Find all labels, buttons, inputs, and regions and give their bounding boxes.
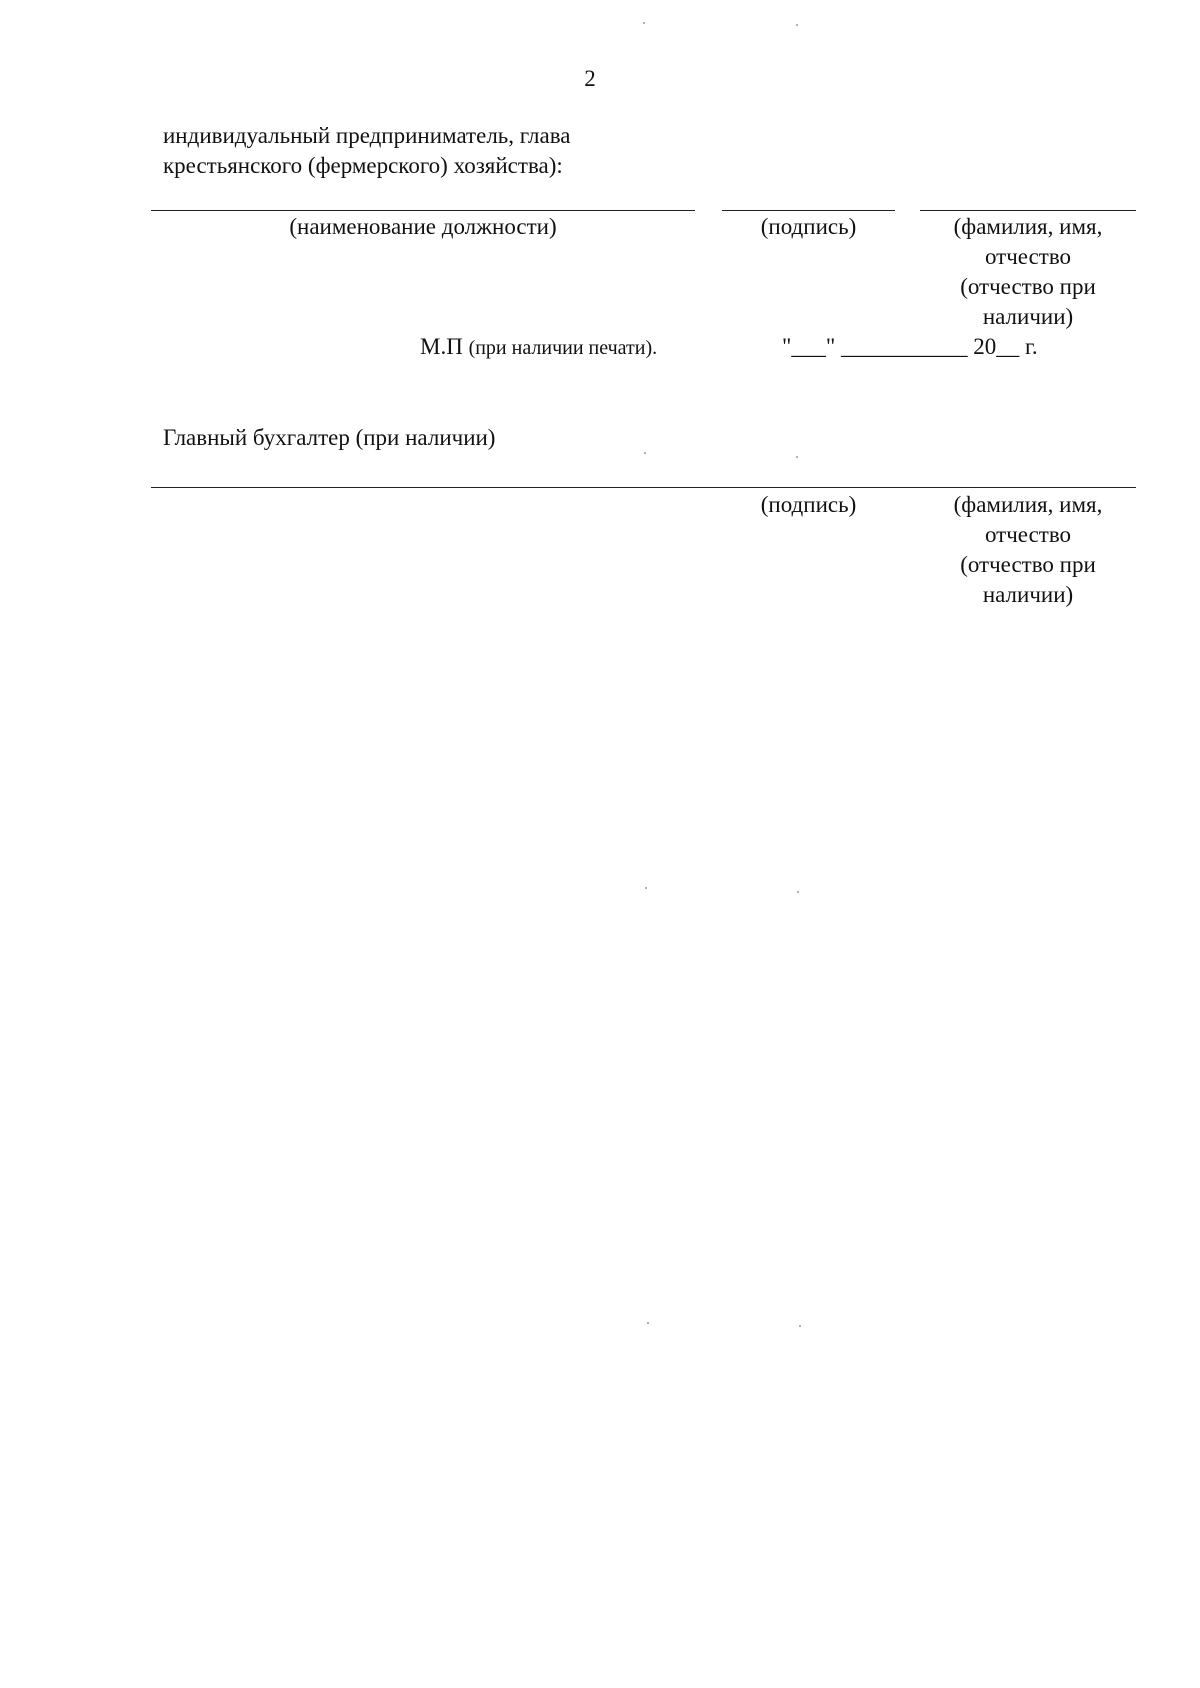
position-line (151, 210, 695, 211)
position-caption: (наименование должности) (289, 214, 557, 239)
accountant-signature-caption: (подпись) (760, 492, 857, 517)
intro-line-2: крестьянского (фермерского) хозяйства): (163, 153, 563, 178)
name-caption-line-4: наличии) (982, 304, 1074, 329)
accountant-title: Главный бухгалтер (при наличии) (163, 425, 496, 450)
date-field: "___" ___________ 20__ г. (782, 334, 1038, 359)
scan-speck (644, 452, 646, 454)
stamp-placeholder (420, 332, 657, 363)
name-caption-line-1: (фамилия, имя, (953, 214, 1103, 239)
name-line (920, 210, 1136, 211)
stamp-note: (при наличии печати). (468, 337, 658, 359)
stamp-label: М.П (420, 334, 463, 359)
scan-speck (645, 887, 647, 889)
signature-caption: (подпись) (760, 214, 857, 239)
accountant-name-caption-line-3: (отчество при (960, 552, 1096, 577)
accountant-name-caption-line-1: (фамилия, имя, (953, 492, 1103, 517)
scan-speck (797, 891, 799, 893)
accountant-line (151, 487, 1136, 488)
intro-line-1: индивидуальный предприниматель, глава (163, 123, 571, 148)
page-number: 2 (584, 66, 596, 91)
signature-line (722, 210, 895, 211)
name-caption-line-2: отчество (984, 244, 1072, 269)
name-caption-line-3: (отчество при (960, 274, 1096, 299)
scan-speck (796, 24, 798, 26)
accountant-name-caption-line-2: отчество (984, 522, 1072, 547)
accountant-name-caption-line-4: наличии) (982, 582, 1074, 607)
scan-speck (647, 1322, 649, 1324)
scan-speck (799, 1325, 801, 1327)
scan-speck (643, 22, 645, 24)
scan-speck (796, 456, 798, 458)
